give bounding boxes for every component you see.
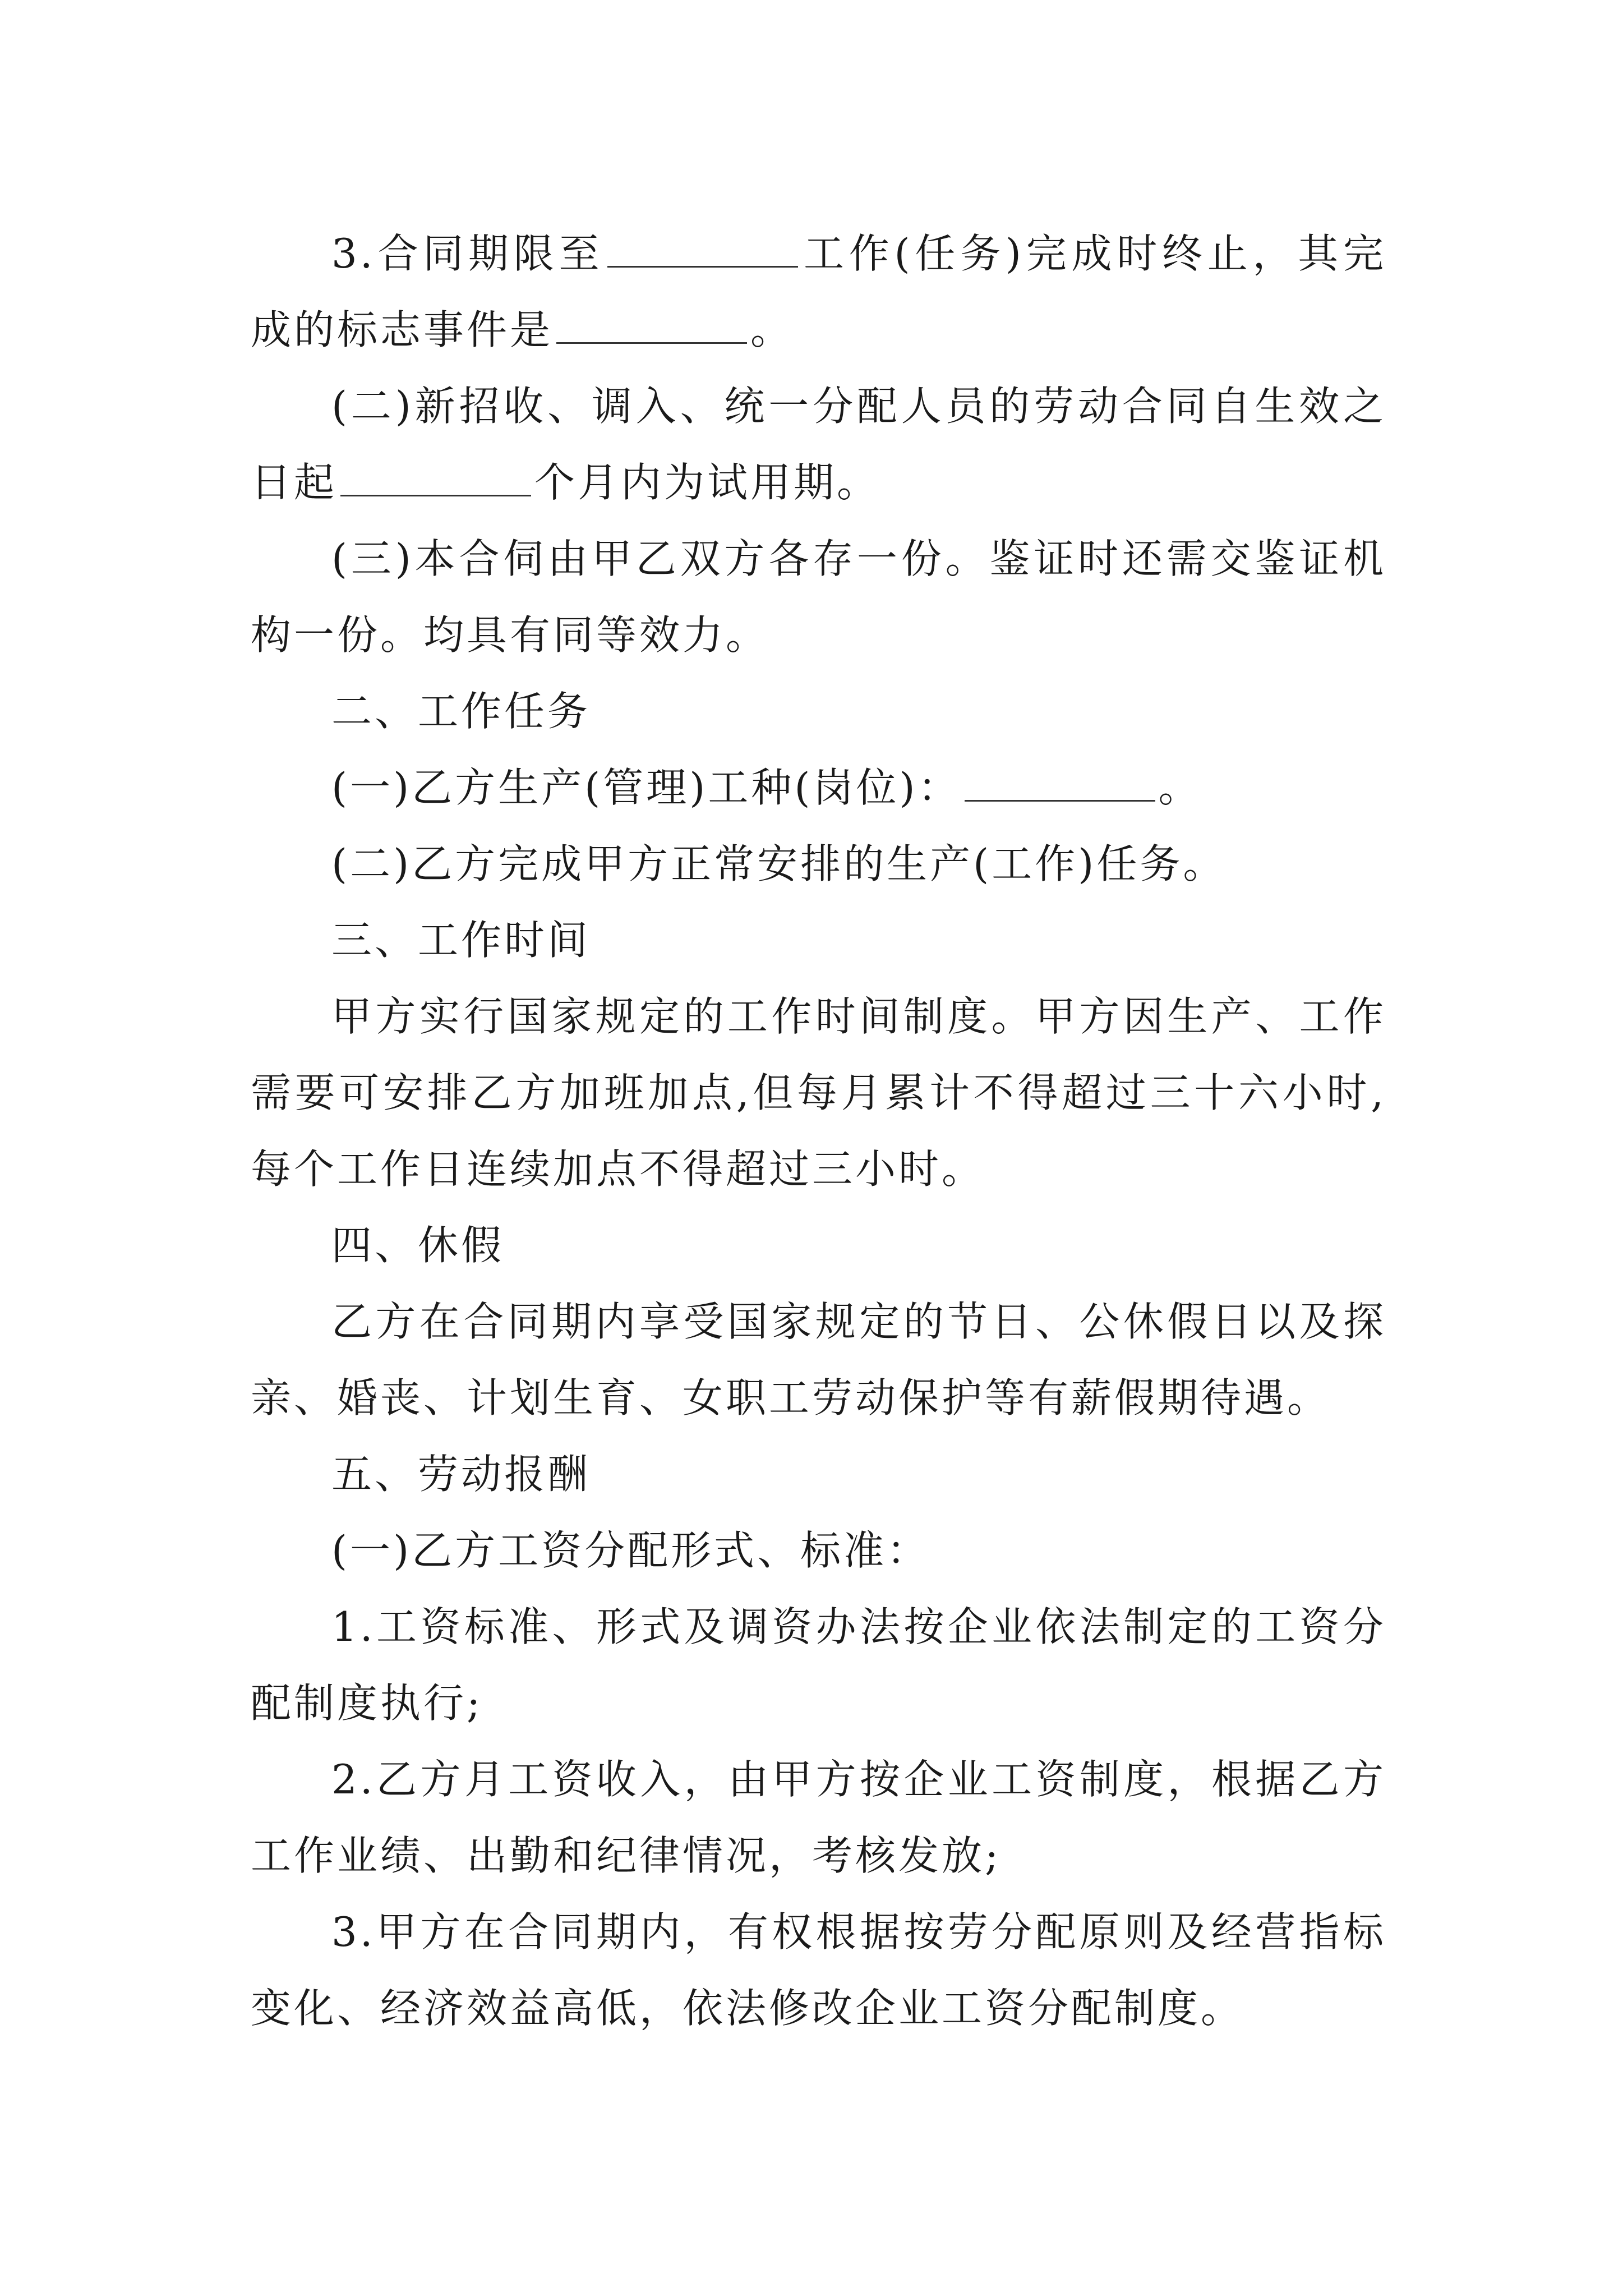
text-segment: 。 [1158,764,1202,811]
fill-in-blank [556,303,747,344]
paragraph-leave: 乙方在合同期内享受国家规定的节日、公休假日以及探亲、婚丧、计划生育、女职工劳动保护等有薪假期待遇。 [251,1298,1386,1421]
paragraph-work-hours: 甲方实行国家规定的工作时间制度。甲方因生产、工作需要可安排乙方加班加点,但每月累计不得超过三十六小时,每个工作日连续加点不得超过三小时。 [251,993,1386,1193]
section-heading-work-hours: 三、工作时间 [331,917,591,964]
text-segment: 个月内为试用期。 [534,459,880,506]
fill-in-blank [340,455,531,496]
text-segment: 工作(任务)完成时终止，其完成的标志事件是 [251,230,1386,353]
text-segment: (一)乙方生产(管理)工种(岗位)： [331,764,961,811]
paragraph-contract-term [251,215,1386,368]
section-heading-work-tasks: 二、工作任务 [331,688,591,735]
fill-in-blank [607,227,798,268]
paragraph-wage-system-change: 3.甲方在合同期内，有权根据按劳分配原则及经营指标变化、经济效益高低，依法修改企业工资分配制度。 [251,1908,1386,2032]
paragraph-monthly-wage: 2.乙方月工资收入，由甲方按企业工资制度，根据乙方工作业绩、出勤和纪律情况，考核发放; [251,1756,1386,1879]
text-segment: 。 [750,306,794,353]
text-segment: 3.合同期限至 [331,230,605,277]
fill-in-blank [965,761,1155,802]
paragraph-task-completion: (二)乙方完成甲方正常安排的生产(工作)任务。 [331,840,1227,887]
paragraph-wage-standard: 1.工资标准、形式及调资办法按企业依法制定的工资分配制度执行; [251,1603,1386,1727]
section-heading-remuneration: 五、劳动报酬 [331,1451,591,1498]
paragraph-job-position [251,749,1386,826]
section-heading-leave: 四、休假 [331,1222,505,1269]
paragraph-probation [251,368,1386,521]
document-page [251,215,1386,2046]
text-segment: (二)新招收、调入、统一分配人员的劳动合同自生效之日起 [251,383,1386,506]
paragraph-wage-form: (一)乙方工资分配形式、标准： [331,1527,930,1574]
paragraph-copies: (三)本合伺由甲乙双方各存一份。鉴证时还需交鉴证机构一份。均具有同等效力。 [251,535,1386,659]
